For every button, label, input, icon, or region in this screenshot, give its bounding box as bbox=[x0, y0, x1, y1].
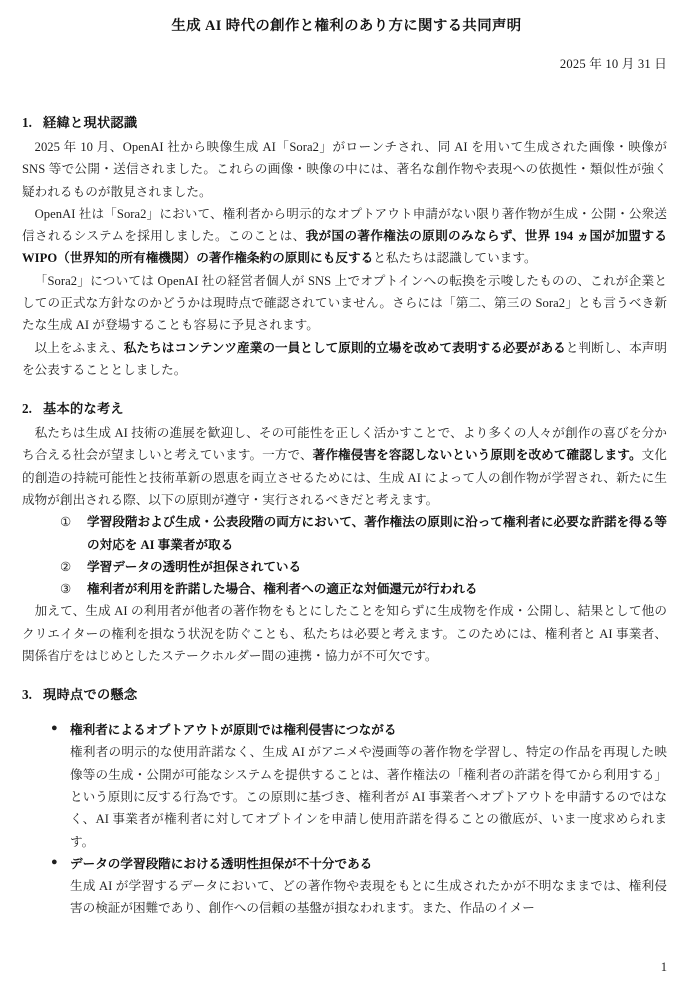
section-3 bbox=[22, 684, 667, 920]
numbered-item-text: 学習段階および生成・公表段階の両方において、著作権法の原則に沿って権利者に必要な許諾を得る等の対応を AI 事業者が取る bbox=[87, 515, 667, 552]
section-2-number: 2. bbox=[22, 401, 32, 417]
section-1-title: 経緯と現状認識 bbox=[43, 115, 138, 130]
section-2-numbered-list bbox=[22, 511, 667, 600]
bullet-body-text: 生成 AI が学習するデータにおいて、どの著作物や表現をもとに生成されたかが不明なままでは、権利侵害の検証が困難であり、創作への信頼の基盤が損なわれます。また、作品のイメー bbox=[70, 879, 667, 916]
body-text: OpenAI 社は「Sora2」において、権利者から明示的なオプトアウト申請がない限り著作物が生成・公開・公衆送信されるシステムを採用しました。このことは、 bbox=[22, 206, 667, 244]
circled-number-3-icon: ③ bbox=[60, 582, 72, 597]
circled-number-1-icon: ① bbox=[60, 515, 72, 530]
numbered-item-text: 学習データの透明性が担保されている bbox=[87, 559, 302, 574]
list-item bbox=[22, 853, 667, 920]
bullet-heading-row bbox=[22, 853, 667, 875]
numbered-item bbox=[22, 511, 667, 556]
section-2-paragraph-1 bbox=[22, 422, 667, 511]
emphasis-text: 著作権侵害を容認しないという原則を改めて確認します。 bbox=[312, 448, 642, 463]
bullet-heading-row bbox=[22, 719, 667, 741]
section-1-paragraph-3 bbox=[22, 270, 667, 337]
emphasis-text: 我が国の著作権法の原則のみならず、世界 194 ヵ国が加盟する WIPO（世界知的所有権機関）の著作権条約の原則にも反する bbox=[22, 229, 667, 266]
body-text: 「Sora2」については OpenAI 社の経営者個人が SNS 上でオプトインへの転換を示唆したものの、これが企業としての正式な方針なのかどうかは現時点で確認されていません。さらには「第二、第三の Sora2」とも言うべき新たな生成 AI が登場することも容易に予見されます。 bbox=[22, 273, 667, 333]
bullet-heading-text: データの学習段階における透明性担保が不十分である bbox=[70, 856, 373, 871]
bullet-body-text: 権利者の明示的な使用許諾なく、生成 AI がアニメや漫画等の著作物を学習し、特定の作品を再現した映像等の生成・公開が可能なシステムを提供することは、著作権法の「権利者の許諾を得てから利用する」という原則に反する行為です。この原則に基づき、権利者が AI 事業者へオプトアウトを申請するのではなく、AI 事業者が権利者に対してオプトインを申請し使用許諾を得ることの徹底が、いま一度求められます。 bbox=[70, 745, 667, 849]
section-gap-1 bbox=[22, 381, 667, 398]
list-item bbox=[22, 719, 667, 853]
body-text: と判断し、本声明を公表することとしました。 bbox=[22, 340, 668, 377]
body-text: 私たちは生成 AI 技術の進展を歓迎し、その可能性を正しく活かすことで、より多くの人々が創作の喜びを分かち合える社会が望ましいと考えています。一方で、 bbox=[22, 426, 667, 463]
section-1-number: 1. bbox=[22, 115, 32, 130]
section-2-paragraph-2 bbox=[22, 600, 667, 667]
bullet-list-gap bbox=[22, 708, 667, 719]
section-3-bullet-list bbox=[22, 719, 667, 920]
section-gap-2 bbox=[22, 667, 667, 684]
numbered-item-text: 権利者が利用を許諾した場合、権利者への適正な対価還元が行われる bbox=[87, 582, 478, 597]
section-2-heading bbox=[22, 398, 667, 417]
section-2-title: 基本的な考え bbox=[43, 401, 124, 417]
circled-number-2-icon: ② bbox=[60, 559, 72, 574]
section-3-title: 現時点での懸念 bbox=[43, 687, 138, 703]
emphasis-text: 私たちはコンテンツ産業の一員として原則的立場を改めて表明する必要がある bbox=[123, 340, 566, 355]
document-date: 2025 年 10 月 31 日 bbox=[559, 57, 667, 71]
body-text: 加えて、生成 AI の利用者が他者の著作物をもとにしたことを知らずに生成物を作成・公開し、結果として他のクリエイターの権利を損なう状況を防ぐことも、私たちは必要と考えます。このためには、権利者と AI 事業者、関係省庁をはじめとしたステークホルダー間の連携・協力が不可欠です。 bbox=[22, 604, 667, 663]
body-text: 2025 年 10 月、OpenAI 社から映像生成 AI「Sora2」がローンチされ、同 AI を用いて生成された画像・映像が SNS 等で公開・送信されました。これらの画像・映像の中には、著名な創作物や表現への依拠性・類似性が強く疑われるものが散見されました。 bbox=[22, 140, 667, 199]
page-number: 1 bbox=[660, 960, 667, 974]
section-3-number: 3. bbox=[22, 687, 32, 703]
bullet-dot-icon: ● bbox=[51, 855, 58, 868]
section-1-paragraph-2 bbox=[22, 203, 667, 270]
body-text: と私たちは認識しています。 bbox=[373, 251, 537, 266]
bullet-heading-text: 権利者によるオプトアウトが原則では権利侵害につながる bbox=[70, 723, 397, 738]
body-text: 以上をふまえ、 bbox=[34, 340, 124, 355]
section-1-paragraph-4 bbox=[22, 337, 667, 382]
section-1-heading bbox=[22, 112, 667, 131]
numbered-item bbox=[22, 578, 667, 600]
section-1 bbox=[22, 112, 667, 381]
section-3-heading bbox=[22, 684, 667, 703]
numbered-item bbox=[22, 556, 667, 578]
section-1-paragraph-1 bbox=[22, 136, 667, 203]
bullet-dot-icon: ● bbox=[51, 722, 58, 735]
section-2 bbox=[22, 398, 667, 667]
document-body bbox=[0, 72, 693, 920]
body-text: 文化的創造の持続可能性と技術革新の恩恵を両立させるためには、生成 AI によって人の創作物が学習され、新たに生成物が創出される際、以下の原則が遵守・実行されるべきだと考えます。 bbox=[22, 448, 668, 507]
page-title: 生成 AI 時代の創作と権利のあり方に関する共同声明 bbox=[171, 18, 522, 34]
